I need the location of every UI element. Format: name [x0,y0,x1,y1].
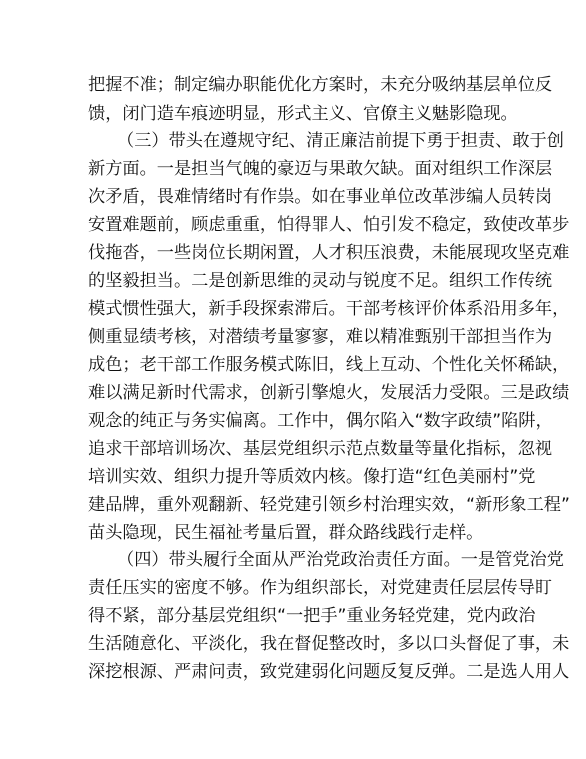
text-line: 深挖根源、严肃问责，致党建弱化问题反复反弹。二是选人用人 [88,662,570,682]
text-line: 侧重显绩考核，对潜绩考量寥寥，难以精准甄别干部担当作为 [88,327,553,347]
paragraph-4-start: （四）带头履行全面从严治党政治责任方面。一是管党治党 [117,550,564,570]
text-line: 馈，闭门造车痕迹明显，形式主义、官僚主义魅影隐现。 [88,104,518,124]
text-line: 难以满足新时代需求，创新引擎熄火，发展活力受限。三是政绩 [88,383,570,403]
text-line: 伐拖沓，一些岗位长期闲置，人才积压浪费，未能展现攻坚克难 [88,243,570,263]
text-line: 得不紧，部分基层党组织“一把手”重业务轻党建，党内政治 [88,606,536,626]
text-line: 责任压实的密度不够。作为组织部长，对党建责任层层传导盯 [88,578,553,598]
text-line: 观念的纯正与务实偏离。工作中，偶尔陷入“数字政绩”陷阱， [88,411,553,431]
text-line: 次矛盾，畏难情绪时有作祟。如在事业单位改革涉编人员转岗 [88,187,553,207]
text-line: 追求干部培训场次、基层党组织示范点数量等量化指标，忽视 [88,439,553,459]
text-line: 的坚毅担当。二是创新思维的灵动与锐度不足。组织工作传统 [88,271,553,291]
text-line: 模式惯性强大，新手段探索滞后。干部考核评价体系沿用多年， [88,299,570,319]
paragraph-3-start: （三）带头在遵规守纪、清正廉洁前提下勇于担责、敢于创 [117,131,564,151]
text-line: 安置难题前，顾虑重重，怕得罪人、怕引发不稳定，致使改革步 [88,215,570,235]
text-line: 生活随意化、平淡化，我在督促整改时，多以口头督促了事，未 [88,634,570,654]
text-line: 建品牌，重外观翻新、轻党建引领乡村治理实效，“新形象工程” [88,495,570,515]
text-line: 把握不准；制定编办职能优化方案时，未充分吸纳基层单位反 [88,75,553,95]
text-line: 新方面。一是担当气魄的豪迈与果敢欠缺。面对组织工作深层 [88,159,553,179]
text-line: 苗头隐现，民生福祉考量后置，群众路线践行走样。 [88,523,484,543]
text-line: 培训实效、组织力提升等质效内核。像打造“红色美丽村”党 [88,467,536,487]
text-line: 成色；老干部工作服务模式陈旧，线上互动、个性化关怀稀缺， [88,355,570,375]
